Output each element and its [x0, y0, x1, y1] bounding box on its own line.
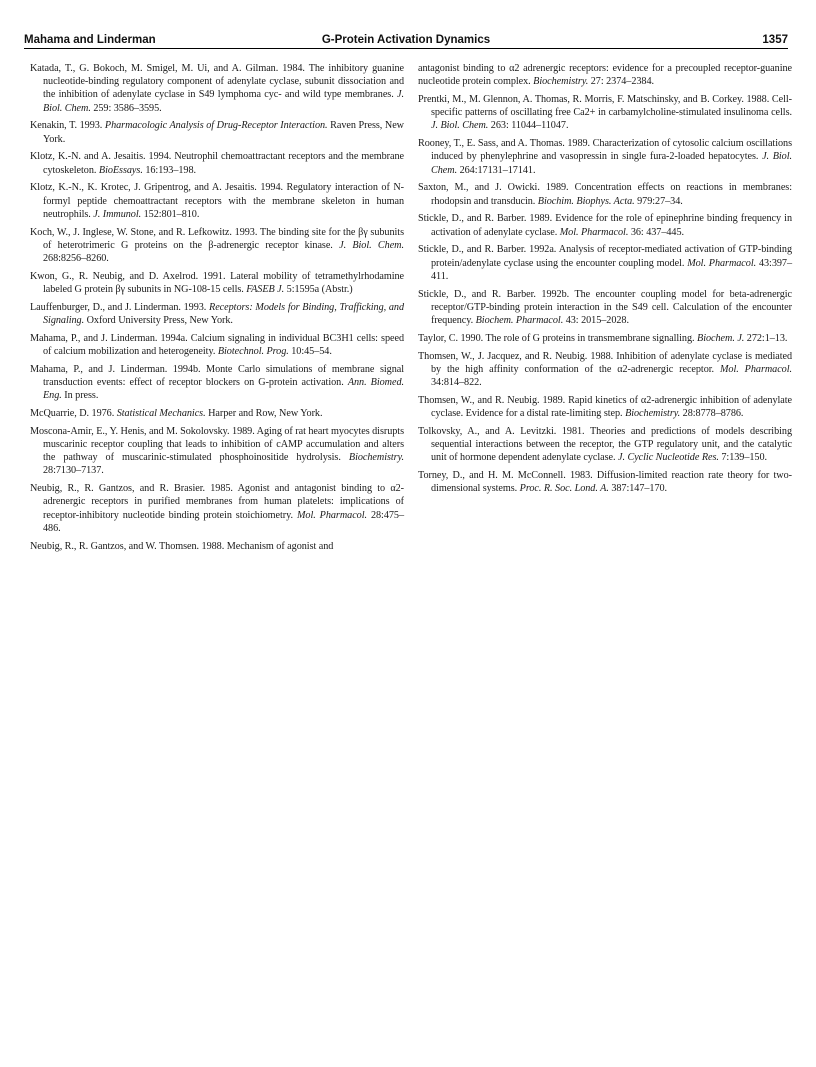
- references-left-column: [30, 62, 404, 557]
- reference-item: Neubig, R., R. Gantzos, and W. Thomsen. 1988. Mechanism of agonist and: [30, 540, 334, 552]
- reference-item: Kwon, G., R. Neubig, and D. Axelrod. 1991. Lateral mobility of tetramethylrhodamine labeled G protein βγ subunits in NG-108-15 cells. FASEB J. 5:1595a (Abstr.): [30, 270, 404, 296]
- reference-item: Thomsen, W., J. Jacquez, and R. Neubig. 1988. Inhibition of adenylate cyclase is mediated by the high affinity conformation of the α2-adrenergic receptor. Mol. Pharmacol. 34:814–822.: [418, 350, 792, 389]
- reference-item: Torney, D., and H. M. McConnell. 1983. Diffusion-limited reaction rate theory for two-dimensional systems. Proc. R. Soc. Lond. A. 387:147–170.: [418, 470, 792, 495]
- reference-item: Moscona-Amir, E., Y. Henis, and M. Sokolovsky. 1989. Aging of rat heart myocytes disrupts muscarinic receptor coupling that leads to inhibition of cAMP accumulation and alters the pathway of muscarinic-stimulated phosphoinositide hydrolysis. Biochemistry. 28:7130–7137.: [30, 425, 404, 477]
- reference-item: Taylor, C. 1990. The role of G proteins in transmembrane signalling. Biochem. J. 272:1–13.: [418, 332, 788, 344]
- reference-item: Klotz, K.-N. and A. Jesaitis. 1994. Neutrophil chemoattractant receptors and the membrane cytoskeleton. BioEssays. 16:193–198.: [30, 151, 404, 176]
- references-right-column: [418, 62, 792, 500]
- reference-item: Stickle, D., and R. Barber. 1992a. Analysis of receptor-mediated activation of GTP-binding protein/adenylate cyclase using the encounter coupling model. Mol. Pharmacol. 43:397–411.: [418, 244, 792, 282]
- reference-item: Tolkovsky, A., and A. Levitzki. 1981. Theories and predictions of models describing sequential interactions between the receptor, the GTP regulatory unit, and the catalytic unit of hormone dependent adenylate cyclase. J. Cyclic Nucleotide Res. 7:139–150.: [418, 425, 792, 464]
- header-title: G-Protein Activation Dynamics: [321, 34, 491, 46]
- reference-item: Stickle, D., and R. Barber. 1992b. The encounter coupling model for beta-adrenergic receptor/GTP-binding protein interaction in the S49 cell. Calculation of the encounter frequency. Biochem. Pharmacol. 43: 2015–2028.: [418, 288, 792, 327]
- header-authors: Mahama and Linderman: [24, 34, 156, 46]
- reference-item: Saxton, M., and J. Owicki. 1989. Concentration effects on reactions in membranes: rhodopsin and transducin. Biochim. Biophys. Acta. 979:27–34.: [418, 182, 792, 207]
- reference-item: Katada, T., G. Bokoch, M. Smigel, M. Ui, and A. Gilman. 1984. The inhibitory guanine nucleotide-binding regulatory component of adenylate cyclase, subunit dissociation and the inhibition of adenylate cyclase in S49 lymphoma cyc- and wild type membranes. J. Biol. Chem. 259: 3586–3595.: [30, 63, 404, 114]
- reference-item: Lauffenburger, D., and J. Linderman. 1993. Receptors: Models for Binding, Trafficking, and Signaling. Oxford University Press, New York.: [30, 301, 404, 327]
- reference-item: Thomsen, W., and R. Neubig. 1989. Rapid kinetics of α2-adrenergic inhibition of adenylate cyclase. Evidence for a distal rate-limiting step. Biochemistry. 28:8778–8786.: [418, 394, 792, 420]
- reference-item: Prentki, M., M. Glennon, A. Thomas, R. Morris, F. Matschinsky, and B. Corkey. 1988. Cell-specific patterns of oscillating free Ca2+ in carbamylcholine-stimulated insulinoma cells. J. Biol. Chem. 263: 11044–11047.: [418, 94, 792, 132]
- reference-item: McQuarrie, D. 1976. Statistical Mechanics. Harper and Row, New York.: [30, 408, 323, 420]
- reference-item: Koch, W., J. Inglese, W. Stone, and R. Lefkowitz. 1993. The binding site for the βγ subunits of heterotrimeric G proteins on the β-adrenergic receptor kinase. J. Biol. Chem. 268:8256–8260.: [30, 226, 404, 265]
- page-number: 1357: [762, 34, 788, 46]
- reference-item: Stickle, D., and R. Barber. 1989. Evidence for the role of epinephrine binding frequency in activation of adenylate cyclase. Mol. Pharmacol. 36: 437–445.: [418, 213, 792, 238]
- reference-continuation: antagonist binding to α2 adrenergic receptors: evidence for a precoupled receptor-guanine nucleotide protein complex. Biochemistry. 27: 2374–2384.: [418, 63, 792, 88]
- reference-item: Rooney, T., E. Sass, and A. Thomas. 1989. Characterization of cytosolic calcium oscillations induced by phenylephrine and vasopressin in single fura-2-loaded hepatocytes. J. Biol. Chem. 264:17131–17141.: [418, 138, 792, 176]
- reference-item: Mahama, P., and J. Linderman. 1994b. Monte Carlo simulations of membrane signal transduction events: effect of receptor blockers on G-protein activation. Ann. Biomed. Eng. In press.: [30, 363, 404, 402]
- reference-item: Neubig, R., R. Gantzos, and R. Brasier. 1985. Agonist and antagonist binding to α2-adrenergic receptors in purified membranes from human platelets: implications of receptor-inhibitory nucleotide binding protein stoichiometry. Mol. Pharmacol. 28:475–486.: [30, 483, 404, 534]
- reference-item: Mahama, P., and J. Linderman. 1994a. Calcium signaling in individual BC3H1 cells: speed of calcium mobilization and heterogeneity. Biotechnol. Prog. 10:45–54.: [30, 332, 404, 358]
- running-header: [24, 20, 788, 49]
- reference-item: Kenakin, T. 1993. Pharmacologic Analysis of Drug-Receptor Interaction. Raven Press, New York.: [30, 120, 404, 145]
- reference-item: Klotz, K.-N., K. Krotec, J. Gripentrog, and A. Jesaitis. 1994. Regulatory interaction of N-formyl peptide chemoattractant receptors with the membrane skeleton in human neutrophils. J. Immunol. 152:801–810.: [30, 182, 404, 220]
